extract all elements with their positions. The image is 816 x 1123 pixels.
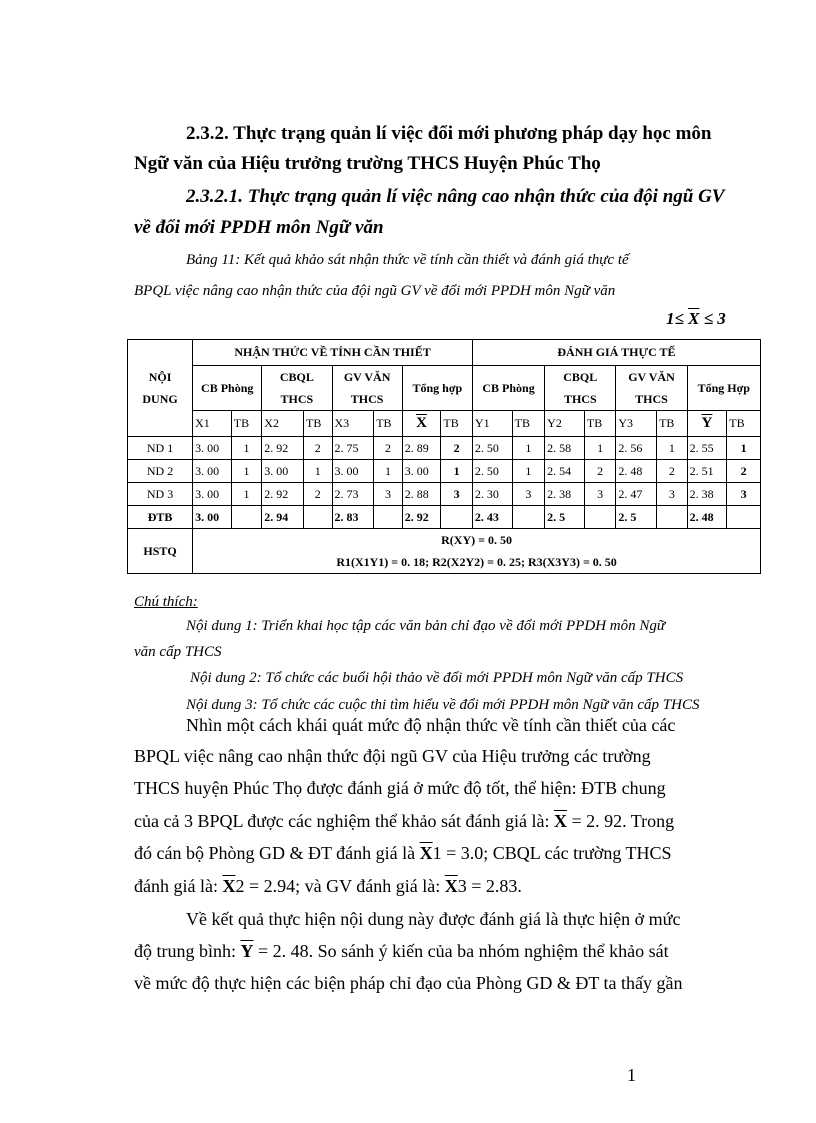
column-header: Y2 — [545, 411, 585, 437]
table-cell: 3. 00 — [402, 460, 441, 483]
table-cell: 2. 55 — [687, 437, 727, 460]
column-header: $\overline{X}$ — [402, 411, 441, 437]
column-header: TB — [441, 411, 473, 437]
para1-line5: đó cán bộ Phòng GD & ĐT đánh giá là $\overline{X}1 = 3.0$; CBQL các trường THCS — [134, 843, 672, 863]
para1-line3: THCS huyện Phúc Thọ được đánh giá ở mức độ tốt, thể hiện: ĐTB chung — [134, 778, 666, 798]
table-cell: 1 — [304, 460, 332, 483]
table-cell: 2. 38 — [545, 483, 585, 506]
hstq-line2: R1(X1Y1) = 0. 18; R2(X2Y2) = 0. 25; R3(X3Y3) = 0. 50 — [336, 555, 617, 569]
table-cell: 2. 48 — [687, 506, 727, 529]
notes-title: Chú thích: — [134, 594, 198, 610]
table-row — [128, 506, 761, 529]
hstq-values — [193, 529, 761, 574]
survey-table — [127, 339, 761, 574]
hstq-label: HSTQ — [128, 529, 193, 574]
note-nd1-line1: Nội dung 1: Triển khai học tập các văn bản chỉ đạo về đổi mới PPDH môn Ngữ — [186, 618, 666, 634]
para1-line6: đánh giá là: $\overline{X}2 = 2.94$; và GV đánh giá là: $\overline{X}3 = 2.83$. — [134, 876, 522, 896]
para1-line4: của cả 3 BPQL được các nghiệm thể khảo sát đánh giá là: $\overline{X} = 2$. 92. Trong — [134, 811, 675, 831]
table-cell: 2. 50 — [472, 437, 512, 460]
table-row — [128, 483, 761, 506]
column-header: X2 — [262, 411, 304, 437]
table-cell: 2 — [304, 437, 332, 460]
table-cell — [231, 506, 262, 529]
para1-line2: BPQL việc nâng cao nhận thức đội ngũ GV của Hiệu trưởng các trường — [134, 746, 651, 766]
table-row — [128, 437, 761, 460]
table-cell: 1 — [512, 437, 545, 460]
column-header: $\overline{Y}$ — [687, 411, 727, 437]
table-cell: 3. 00 — [262, 460, 304, 483]
table-cell: 2. 5 — [545, 506, 585, 529]
table-cell: 3. 00 — [193, 437, 232, 460]
note-nd2: Nội dung 2: Tổ chức các buổi hội thảo về đổi mới PPDH môn Ngữ văn cấp THCS — [190, 670, 684, 686]
table-cell: 1 — [231, 483, 262, 506]
sub-header: Tổng Hợp — [687, 366, 760, 411]
column-header: TB — [231, 411, 262, 437]
table-cell: 2 — [584, 460, 616, 483]
table-cell: 2. 92 — [262, 437, 304, 460]
group-header-awareness: NHẬN THỨC VỀ TÍNH CẦN THIẾT — [193, 340, 473, 366]
column-header: Y1 — [472, 411, 512, 437]
row-label: ND 1 — [128, 437, 193, 460]
table-cell: 3 — [441, 483, 473, 506]
sub-header: CB Phòng — [472, 366, 544, 411]
table-cell: 2 — [304, 483, 332, 506]
table-cell: 3 — [657, 483, 688, 506]
table-cell: 3 — [727, 483, 761, 506]
sub-header: CBQL THCS — [545, 366, 616, 411]
table-cell — [441, 506, 473, 529]
note-nd1-line2: văn cấp THCS — [134, 644, 222, 660]
row-label: ND 2 — [128, 460, 193, 483]
column-header: TB — [512, 411, 545, 437]
section-heading-line2: Ngữ văn của Hiệu trưởng trường THCS Huyện Phúc Thọ — [134, 153, 601, 174]
column-header: TB — [304, 411, 332, 437]
column-header: TB — [727, 411, 761, 437]
table-cell: 1 — [231, 437, 262, 460]
sub-header: GV VĂN THCS — [332, 366, 402, 411]
subsection-heading-line1: 2.3.2.1. Thực trạng quản lí việc nâng cao nhận thức của đội ngũ GV — [186, 186, 725, 207]
sub-header: CB Phòng — [193, 366, 262, 411]
section-heading-line1: 2.3.2. Thực trạng quản lí việc đổi mới phương pháp dạy học môn — [186, 123, 712, 144]
table-cell: 2. 38 — [687, 483, 727, 506]
table-cell: 1 — [231, 460, 262, 483]
table-cell: 2 — [374, 437, 402, 460]
row-label: ĐTB — [128, 506, 193, 529]
column-header: Y3 — [616, 411, 657, 437]
subsection-heading-line2: về đổi mới PPDH môn Ngữ văn — [134, 217, 384, 238]
table-caption-line2: BPQL việc nâng cao nhận thức của đội ngũ GV về đổi mới PPDH môn Ngữ văn — [134, 283, 616, 299]
column-header: X3 — [332, 411, 374, 437]
table-cell: 1 — [374, 460, 402, 483]
table-cell: 2. 43 — [472, 506, 512, 529]
column-header: TB — [374, 411, 402, 437]
table-cell: 1 — [512, 460, 545, 483]
table-cell: 2. 58 — [545, 437, 585, 460]
table-cell: 2. 94 — [262, 506, 304, 529]
table-cell: 3. 00 — [193, 483, 232, 506]
note-nd3: Nội dung 3: Tổ chức các cuộc thi tìm hiểu về đổi mới PPDH môn Ngữ văn cấp THCS — [186, 697, 700, 713]
table-cell: 3. 00 — [193, 506, 232, 529]
group-header-evaluation: ĐÁNH GIÁ THỰC TẾ — [472, 340, 760, 366]
hstq-line1: R(XY) = 0. 50 — [441, 533, 512, 547]
para2-line2: độ trung bình: $\overline{Y} = 2$. 48. So sánh ý kiến của ba nhóm nghiệm thể khảo sát — [134, 941, 669, 961]
table-cell — [512, 506, 545, 529]
sub-header: Tổng hợp — [402, 366, 472, 411]
table-caption-line1: Bảng 11: Kết quả khảo sát nhận thức về tính cần thiết và đánh giá thực tế — [186, 252, 629, 268]
table-cell: 2. 51 — [687, 460, 727, 483]
table-cell — [304, 506, 332, 529]
table-cell: 2. 92 — [262, 483, 304, 506]
table-cell: 2. 54 — [545, 460, 585, 483]
table-row — [128, 460, 761, 483]
table-cell — [374, 506, 402, 529]
table-cell: 2. 73 — [332, 483, 374, 506]
table-cell: 2. 48 — [616, 460, 657, 483]
table-cell: 2. 56 — [616, 437, 657, 460]
sub-header: GV VĂN THCS — [616, 366, 687, 411]
table-cell: 3. 00 — [193, 460, 232, 483]
table-cell: 1 — [441, 460, 473, 483]
table-cell — [727, 506, 761, 529]
table-cell — [657, 506, 688, 529]
table-cell: 2. 83 — [332, 506, 374, 529]
table-cell — [584, 506, 616, 529]
table-cell: 2. 50 — [472, 460, 512, 483]
table-cell: 2. 5 — [616, 506, 657, 529]
table-cell: 2. 88 — [402, 483, 441, 506]
table-cell: 2. 75 — [332, 437, 374, 460]
table-cell: 3 — [584, 483, 616, 506]
table-cell: 2 — [727, 460, 761, 483]
table-cell: 1 — [584, 437, 616, 460]
para2-line1: Về kết quả thực hiện nội dung này được đánh giá là thực hiện ở mức — [186, 909, 681, 929]
column-header: TB — [584, 411, 616, 437]
table-cell: 2. 47 — [616, 483, 657, 506]
table-cell: 2 — [441, 437, 473, 460]
para1-line1: Nhìn một cách khái quát mức độ nhận thức về tính cần thiết của các — [186, 715, 676, 735]
page-number: 1 — [627, 1065, 636, 1085]
table-cell: 1 — [657, 437, 688, 460]
table-cell: 3 — [512, 483, 545, 506]
para2-line3: về mức độ thực hiện các biện pháp chỉ đạo của Phòng GD & ĐT ta thấy gần — [134, 973, 683, 993]
table-cell: 3 — [374, 483, 402, 506]
table-cell: 2. 92 — [402, 506, 441, 529]
column-header: X1 — [193, 411, 232, 437]
row-label: ND 3 — [128, 483, 193, 506]
table-cell: 3. 00 — [332, 460, 374, 483]
range-notation: $1\le \overline{X} \le 3$ — [666, 309, 726, 328]
column-header: TB — [657, 411, 688, 437]
table-cell: 2. 30 — [472, 483, 512, 506]
table-cell: 2. 89 — [402, 437, 441, 460]
sub-header: CBQL THCS — [262, 366, 332, 411]
table-cell: 2 — [657, 460, 688, 483]
table-cell: 1 — [727, 437, 761, 460]
row-header: NỘI DUNG — [128, 340, 193, 437]
